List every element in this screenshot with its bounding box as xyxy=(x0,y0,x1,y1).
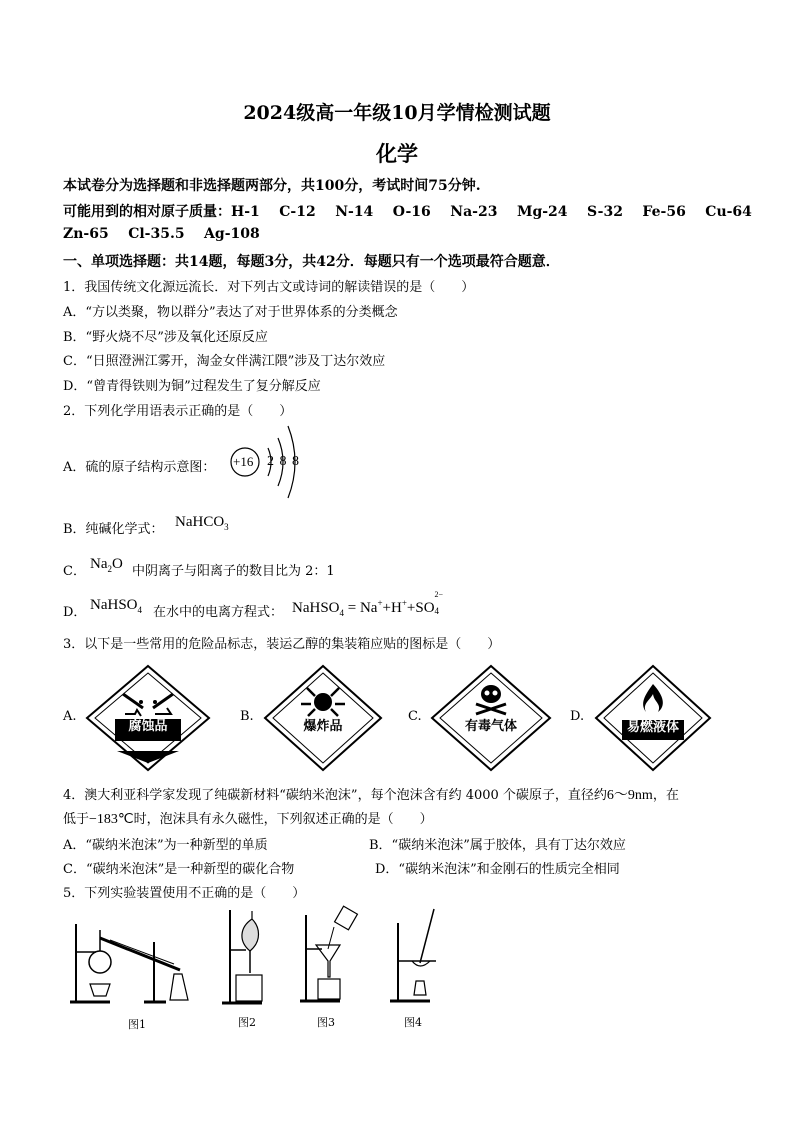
formula-subscript: 4 xyxy=(137,605,142,615)
q4-stem-text: ，在 xyxy=(652,788,679,803)
q4-stem-line-2 xyxy=(63,808,433,828)
q2-option-c-formula xyxy=(90,556,123,574)
distillation-apparatus-figure xyxy=(70,912,200,1012)
eq-text: = Na xyxy=(344,600,378,616)
corrosive-sign-label: 腐蚀品 xyxy=(128,719,168,734)
q2-option-c-label: C． xyxy=(63,564,86,579)
toxic-gas-sign-label: 有毒气体 xyxy=(464,719,517,734)
eq-subscript: 4 xyxy=(434,606,440,616)
filtration-apparatus-figure xyxy=(300,905,370,1007)
subject-title: 化学 xyxy=(376,141,418,166)
figure-4-caption: 图4 xyxy=(404,1016,422,1029)
q4-stem-line-1 xyxy=(63,784,679,804)
eq-subscript: 4 xyxy=(339,608,344,618)
q4-option-c: C．“碳纳米泡沫”是一种新型的碳化合物 xyxy=(63,862,295,877)
q2-stem: 2．下列化学用语表示正确的是（ ） xyxy=(63,404,293,419)
q2-option-d-equation xyxy=(292,590,449,618)
eq-text: NaHSO xyxy=(292,600,340,616)
q3-stem: 3．以下是一些常用的危险品标志，装运乙醇的集装箱应贴的图标是（ ） xyxy=(63,637,501,652)
q3-option-c-label: C. xyxy=(408,709,422,724)
q1-option-c: C．“日照澄洲江雾开，淘金女伴满江隈”涉及丁达尔效应 xyxy=(63,354,386,369)
eq-text: +H xyxy=(382,600,402,616)
q2-option-d-text: 在水中的电离方程式： xyxy=(153,605,284,620)
q2-option-d-formula xyxy=(90,597,142,615)
q4-stem-text: 4．澳大利亚科学家发现了纯碳新材料“碳纳米泡沫”，每个泡沫含有约 4000 个碳原子，直径约 xyxy=(63,788,607,803)
q2-option-c-text: 中阴离子与阳离子的数目比为 2：1 xyxy=(132,564,335,579)
formula-text: Na xyxy=(90,556,108,572)
q2-option-b-formula xyxy=(175,514,229,532)
q4-option-d: D．“碳纳米泡沫”和金刚石的性质完全相同 xyxy=(375,862,620,877)
formula-text: O xyxy=(112,556,123,572)
q4-diameter-value: 6～9nm xyxy=(606,788,653,803)
q2-option-a-label: A．硫的原子结构示意图： xyxy=(63,460,216,475)
eq-superscript: + xyxy=(377,598,383,608)
formula-subscript: 3 xyxy=(224,522,229,532)
formula-subscript: 2 xyxy=(107,564,112,574)
q1-option-d: D．“曾青得铁则为铜”过程发生了复分解反应 xyxy=(63,379,321,394)
figure-3-caption: 图3 xyxy=(317,1016,335,1029)
page-title: 2024级高一年级10月学情检测试题 xyxy=(243,102,551,124)
formula-text: NaHSO xyxy=(90,597,138,613)
q3-option-a-label: A. xyxy=(63,709,77,724)
explosive-sign-label: 爆炸品 xyxy=(303,719,343,734)
figure-1-caption: 图1 xyxy=(128,1018,146,1031)
formula-text: NaHCO xyxy=(175,514,225,530)
sulfur-nucleus-label: +16 xyxy=(233,454,254,469)
evaporation-apparatus-figure xyxy=(390,905,450,1007)
q2-option-d-label: D． xyxy=(63,605,87,620)
figure-2-caption: 图2 xyxy=(238,1016,256,1029)
intro-line-2: 可能用到的相对原子质量：H-1 C-12 N-14 O-16 Na-23 Mg-24 S-32 Fe-56 Cu-64 xyxy=(63,204,752,220)
flammable-liquid-sign-label: 易燃液体 xyxy=(626,720,679,735)
q1-stem: 1．我国传统文化源远流长．对下列古文或诗词的解读错误的是（ ） xyxy=(63,280,475,295)
eq-text: +SO xyxy=(406,600,435,616)
q4-option-a: A．“碳纳米泡沫”为一种新型的单质 xyxy=(63,838,268,853)
q4-stem-text: 时，泡沫具有永久磁性，下列叙述正确的是（ ） xyxy=(133,812,433,827)
q2-option-b-label: B．纯碱化学式： xyxy=(63,522,164,537)
q4-temperature-value: −183℃ xyxy=(89,812,134,827)
q4-stem-text: 低于 xyxy=(63,812,90,827)
q1-option-b: B．“野火烧不尽”涉及氧化还原反应 xyxy=(63,330,268,345)
sulfur-shell-electrons: 2 8 8 xyxy=(267,454,300,469)
q3-option-b-label: B. xyxy=(240,709,254,724)
eq-superscript: + xyxy=(401,598,407,608)
q1-option-a: A．“方以类聚，物以群分”表达了对于世界体系的分类概念 xyxy=(63,305,398,320)
eq-ion-charge xyxy=(434,590,449,616)
q3-option-d-label: D. xyxy=(570,709,585,724)
intro-line-3: Zn-65 Cl-35.5 Ag-108 xyxy=(63,226,260,242)
q4-option-b: B．“碳纳米泡沫”属于胶体，具有丁达尔效应 xyxy=(369,838,626,853)
intro-line-1: 本试卷分为选择题和非选择题两部分，共100分，考试时间75分钟. xyxy=(63,178,481,194)
q5-stem: 5．下列实验装置使用不正确的是（ ） xyxy=(63,886,306,901)
section-heading: 一、单项选择题：共14题，每题3分，共42分．每题只有一个选项最符合题意． xyxy=(63,254,560,270)
separatory-funnel-figure xyxy=(222,905,272,1010)
eq-superscript: 2− xyxy=(434,590,444,599)
